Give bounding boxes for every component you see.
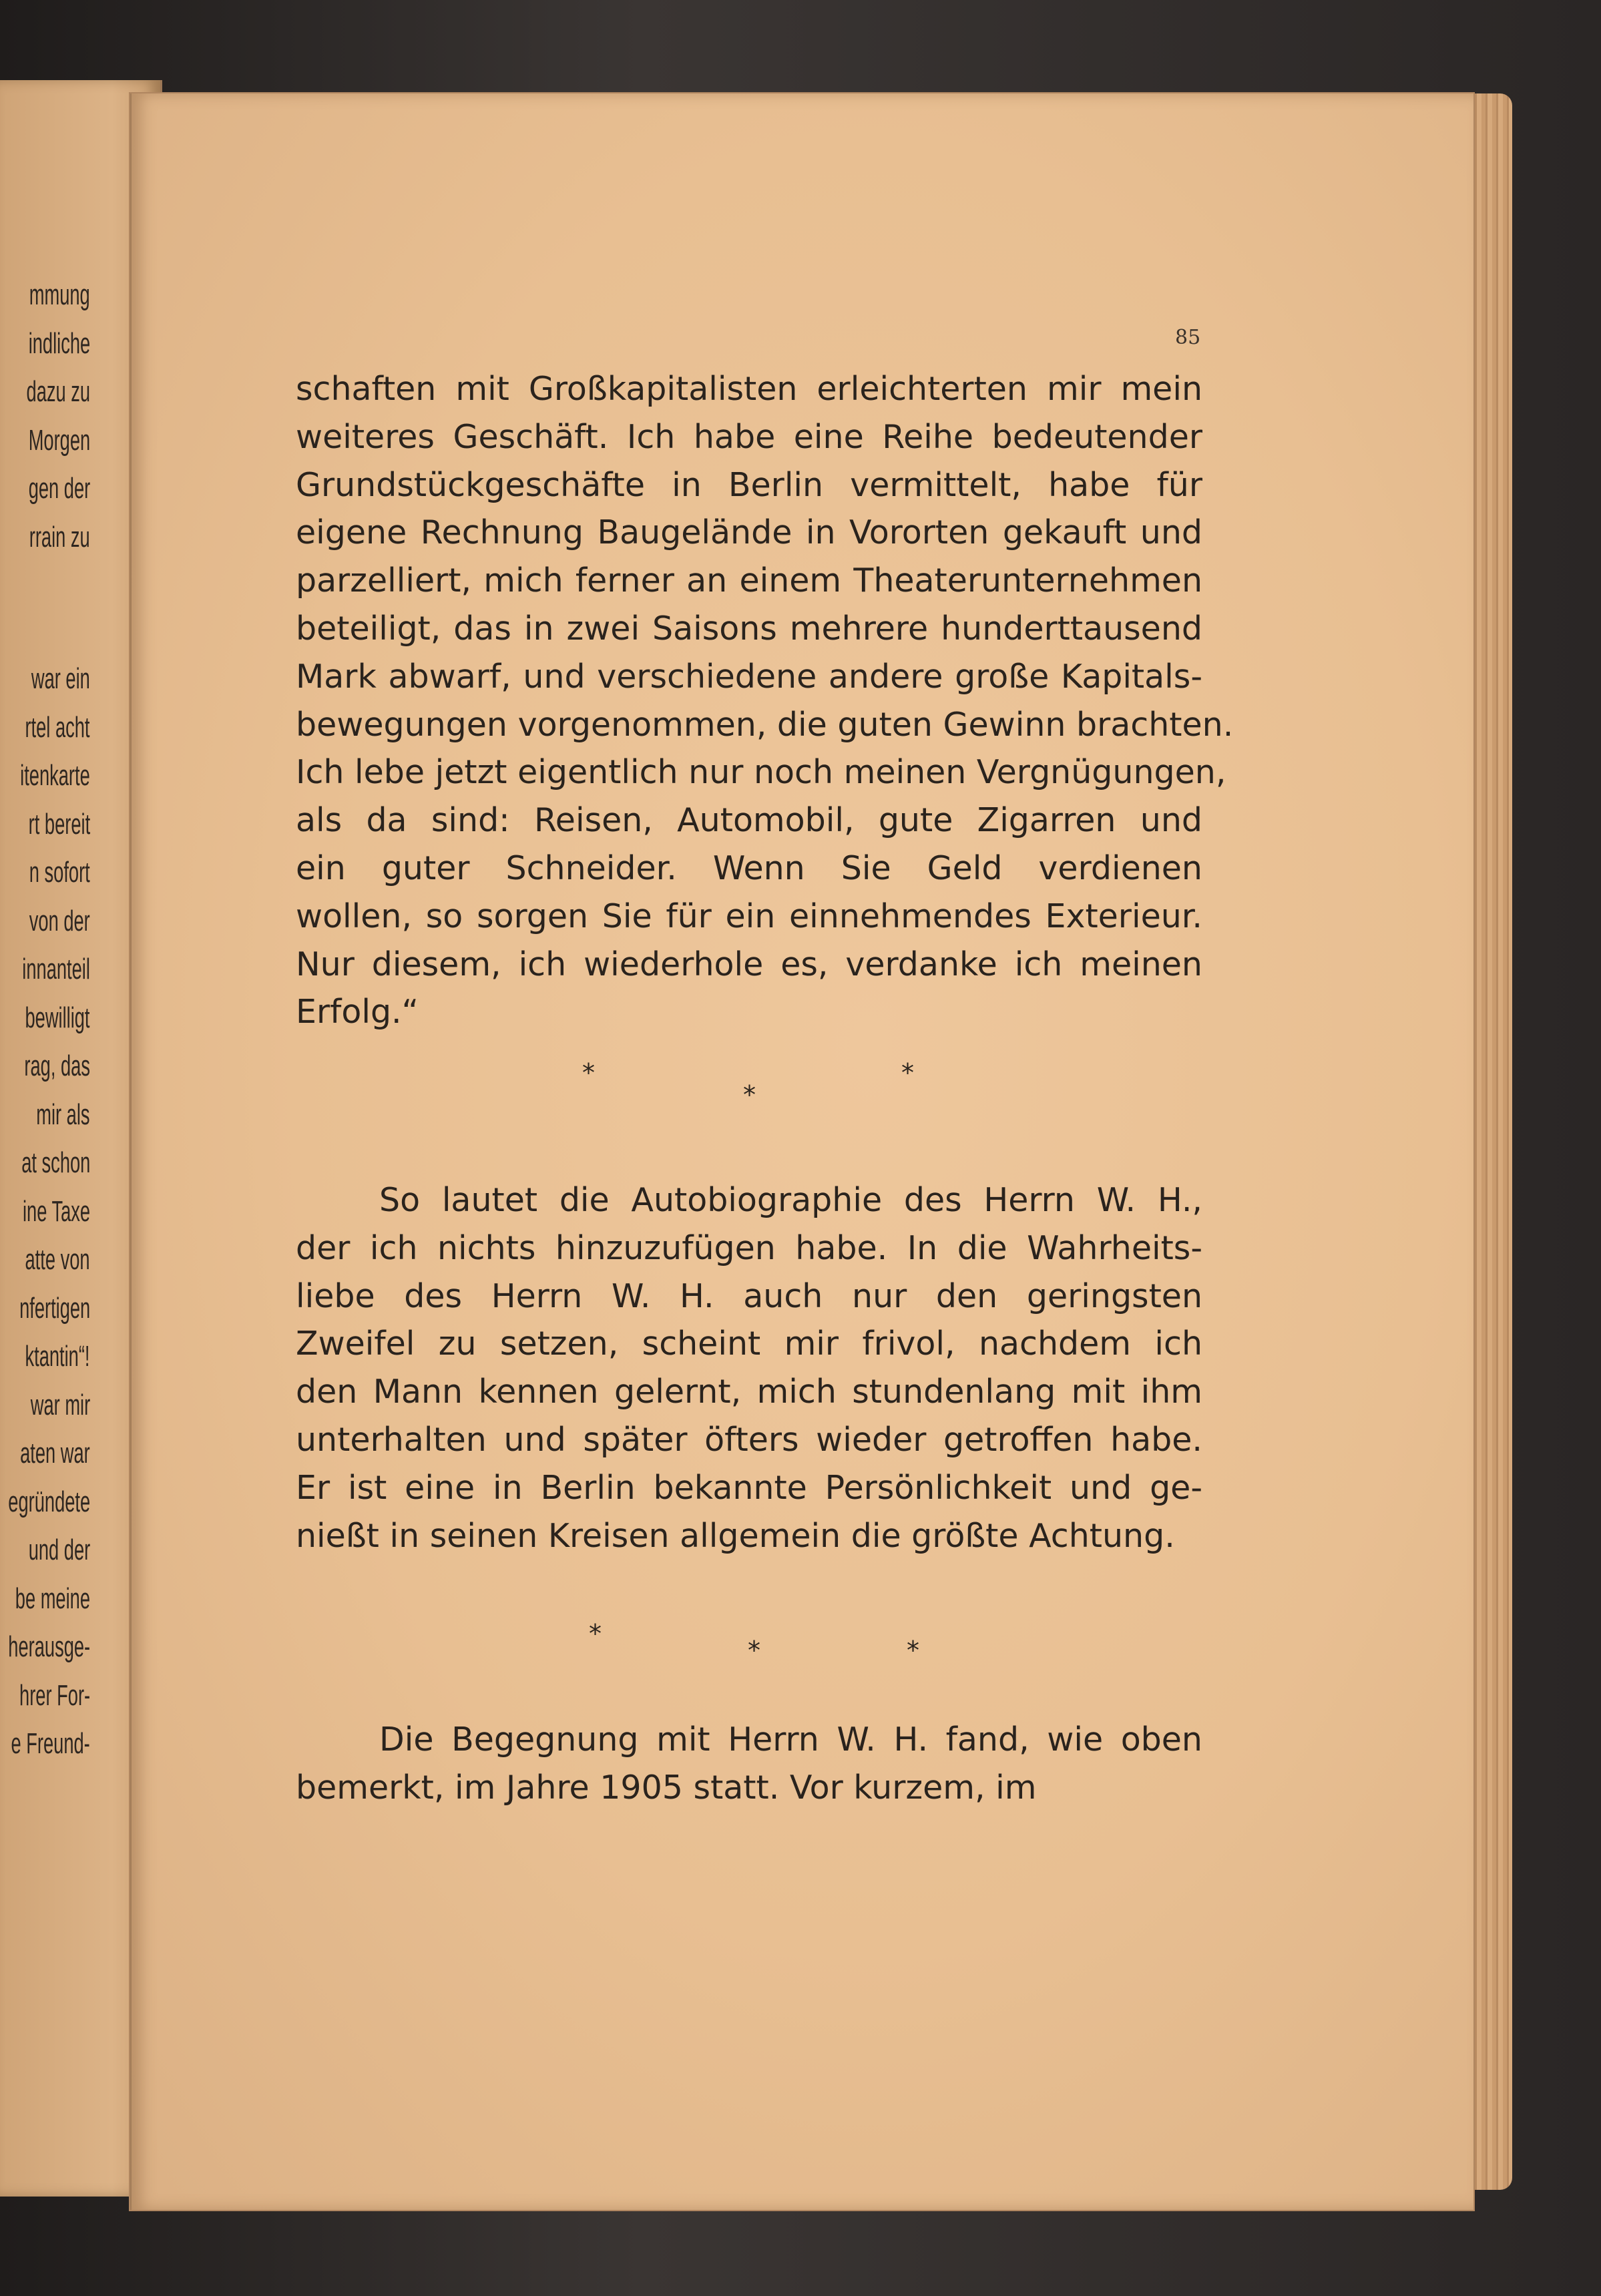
left-page-line: n sofort (29, 856, 90, 889)
text-line: Ich lebe jetzt eigentlich nur noch meinen Vergnügungen, (296, 753, 1226, 792)
left-page-line: egründete (8, 1485, 90, 1518)
text-line: Erfolg.“ (296, 993, 419, 1031)
left-page-line: rag, das (24, 1050, 90, 1082)
asterism-star: * (743, 1080, 756, 1110)
text-line: bemerkt, im Jahre 1905 statt. Vor kurzem, im (296, 1768, 1037, 1807)
text-line: als da sind: Reisen, Automobil, gute Zigarren und (296, 801, 1202, 840)
left-page-line: rt bereit (28, 807, 90, 841)
left-page-line: war ein (31, 662, 90, 695)
left-page-line: at schon (21, 1146, 90, 1179)
text-line: Grundstückgeschäfte in Berlin vermittelt, habe für (296, 465, 1202, 504)
left-page-line: ktantin“! (25, 1340, 90, 1373)
left-page-line: mir als (36, 1098, 90, 1131)
paragraph-3 (296, 1716, 1202, 1812)
left-page-line: Morgen (28, 423, 90, 457)
left-page-line: herausge- (8, 1630, 90, 1663)
text-line: beteiligt, das in zwei Saisons mehrere hunderttausend (296, 609, 1202, 648)
left-page-line: gen der (28, 472, 90, 505)
text-line: parzelliert, mich ferner an einem Theaterunternehmen (296, 561, 1202, 600)
left-page-line: indliche (28, 326, 90, 360)
left-page-line: be meine (15, 1582, 90, 1615)
text-line: Die Begegnung mit Herrn W. H. fand, wie oben (379, 1720, 1202, 1759)
left-page-line: ine Taxe (22, 1194, 90, 1228)
asterism-star: * (901, 1058, 914, 1088)
left-page-line: aten war (20, 1437, 90, 1469)
asterism-star: * (748, 1636, 760, 1665)
text-line: schaften mit Großkapitalisten erleichterten mir mein (296, 370, 1202, 408)
paragraph-1 (296, 365, 1234, 1036)
asterism-star: * (589, 1619, 602, 1648)
left-page-line: war mir (30, 1388, 90, 1421)
left-page-line: innanteil (22, 953, 90, 985)
text-line: liebe des Herrn W. H. auch nur den geringsten (296, 1277, 1202, 1315)
asterism-star: * (582, 1058, 595, 1088)
text-line: bewegungen vorgenommen, die guten Gewinn brachten. (296, 705, 1234, 744)
left-page-line: hrer For- (19, 1678, 90, 1712)
left-page-line: bewilligt (25, 1001, 90, 1034)
left-page-line: nfertigen (19, 1291, 90, 1325)
text-line: Zweifel zu setzen, scheint mir frivol, nachdem ich (296, 1325, 1202, 1363)
text-line: wollen, so sorgen Sie für ein einnehmendes Exterieur. (296, 897, 1202, 935)
text-line: Er ist eine in Berlin bekannte Persönlichkeit und ge- (296, 1468, 1202, 1507)
left-page-line: dazu zu (26, 375, 90, 408)
left-page-line: itenkarte (20, 759, 90, 792)
left-page-line: von der (29, 904, 90, 937)
left-page-line: atte von (25, 1243, 90, 1276)
left-page-line: rrain zu (29, 520, 90, 553)
text-line: Mark abwarf, und verschiedene andere große Kapitals- (296, 657, 1202, 696)
left-page-line: rtel acht (25, 710, 90, 744)
asterism-star: * (907, 1636, 919, 1665)
text-line: eigene Rechnung Baugelände in Vororten gekauft und (296, 513, 1202, 552)
left-page-line: e Freund- (11, 1727, 90, 1760)
text-line: So lautet die Autobiographie des Herrn W. H., (379, 1181, 1202, 1219)
text-line: weiteres Geschäft. Ich habe eine Reihe bedeutender (296, 417, 1202, 456)
text-line: Nur diesem, ich wiederhole es, verdanke ich meinen (296, 945, 1202, 983)
page-number: 85 (1175, 326, 1201, 349)
text-line: unterhalten und später öfters wieder getroffen habe. (296, 1420, 1202, 1459)
left-page-line: und der (28, 1534, 90, 1566)
text-line: den Mann kennen gelernt, mich stundenlang mit ihm (296, 1373, 1202, 1411)
left-page-line: mmung (29, 278, 90, 311)
paragraph-2 (296, 1176, 1202, 1560)
text-line: nießt in seinen Kreisen allgemein die größte Achtung. (296, 1516, 1175, 1555)
text-line: der ich nichts hinzuzufügen habe. In die Wahrheits- (296, 1228, 1202, 1267)
text-line: ein guter Schneider. Wenn Sie Geld verdienen (296, 849, 1202, 887)
